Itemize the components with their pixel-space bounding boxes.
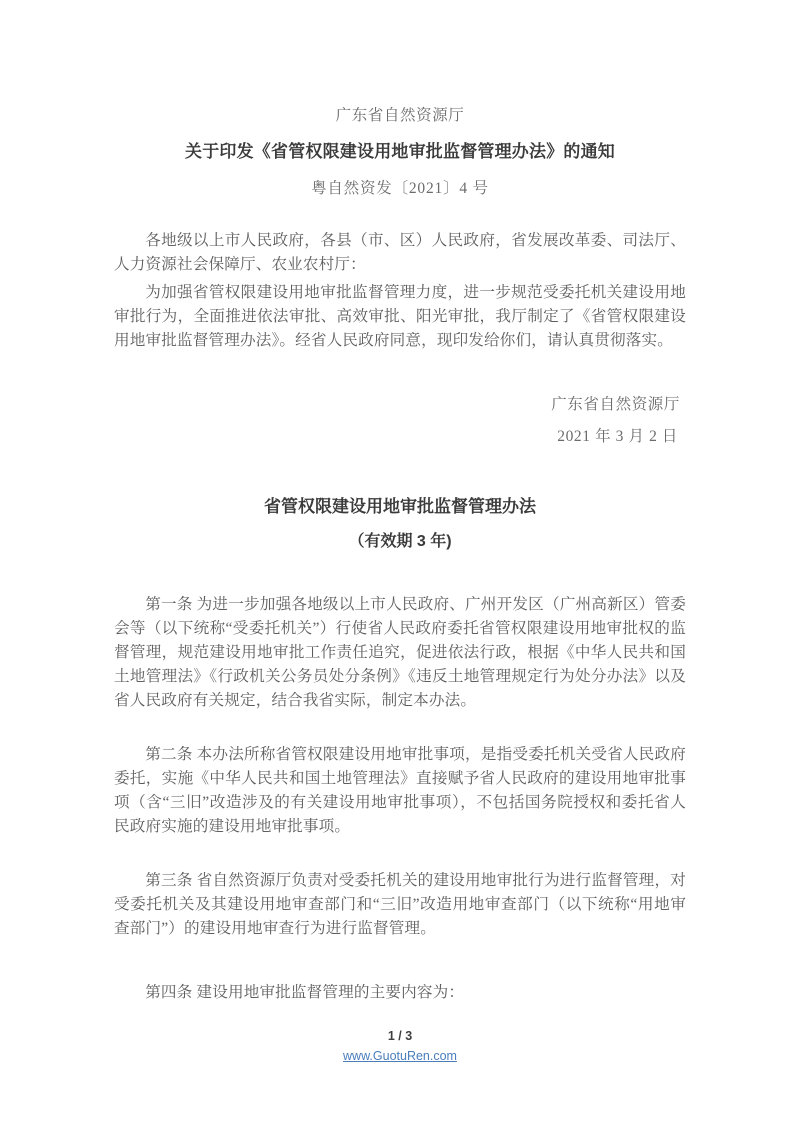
document-content [114, 0, 686, 1005]
signature-block [114, 389, 686, 453]
page-number-indicator: 1 / 3 [387, 1029, 413, 1043]
signature-date: 2021 年 3 月 2 日 [557, 428, 678, 445]
page-title: 关于印发《省管权限建设用地审批监督管理办法》的通知 [185, 142, 615, 161]
article-3-paragraph: 第三条 省自然资源厅负责对受委托机关的建设用地审批行为进行监督管理，对受委托机关及其建设用地审查部门和“三旧”改造用地审查部门（以下统称“用地审查部门”）的建设用地审查行为进行监督管理。 [114, 872, 686, 937]
page-footer [0, 1028, 800, 1065]
article-4-paragraph: 第四条 建设用地审批监督管理的主要内容为： [145, 984, 465, 1001]
article-2-paragraph: 第二条 本办法所称省管权限建设用地审批事项，是指受委托机关受省人民政府委托，实施《中华人民共和国土地管理法》直接赋予省人民政府的建设用地审批事项（含“三旧”改造涉及的有关建设用地审批事项），不包括国务院授权和委托省人民政府实施的建设用地审批事项。 [114, 746, 686, 835]
signature-organization: 广东省自然资源厅 [551, 396, 680, 413]
document-number: 粤自然资发〔2021〕4 号 [311, 180, 489, 197]
article-1-paragraph: 第一条 为进一步加强各地级以上市人民政府、广州开发区（广州高新区）管委会等（以下统称“受委托机关”）行使省人民政府委托省管权限建设用地审批权的监督管理，规范建设用地审批工作责任追究，促进依法行政，根据《中华人民共和国土地管理法》《行政机关公务员处分条例》《违反土地管理规定行为处分办法》以及省人民政府有关规定，结合我省实际，制定本办法。 [114, 596, 686, 709]
measures-title: 省管权限建设用地审批监督管理办法 [264, 497, 536, 516]
recipients-paragraph: 各地级以上市人民政府，各县（市、区）人民政府，省发展改革委、司法厅、人力资源社会保障厅、农业农村厅： [114, 232, 686, 273]
preamble-paragraph: 为加强省管权限建设用地审批监督管理力度，进一步规范受委托机关建设用地审批行为，全面推进依法审批、高效审批、阳光审批，我厅制定了《省管权限建设用地审批监督管理办法》。经省人民政府同意，现印发给你们，请认真贯彻落实。 [114, 284, 686, 349]
masthead-organization: 广东省自然资源厅 [335, 107, 465, 124]
measures-validity-period: （有效期 3 年) [348, 533, 452, 550]
watermark-link[interactable]: www.GuotuRen.com [343, 1049, 457, 1063]
